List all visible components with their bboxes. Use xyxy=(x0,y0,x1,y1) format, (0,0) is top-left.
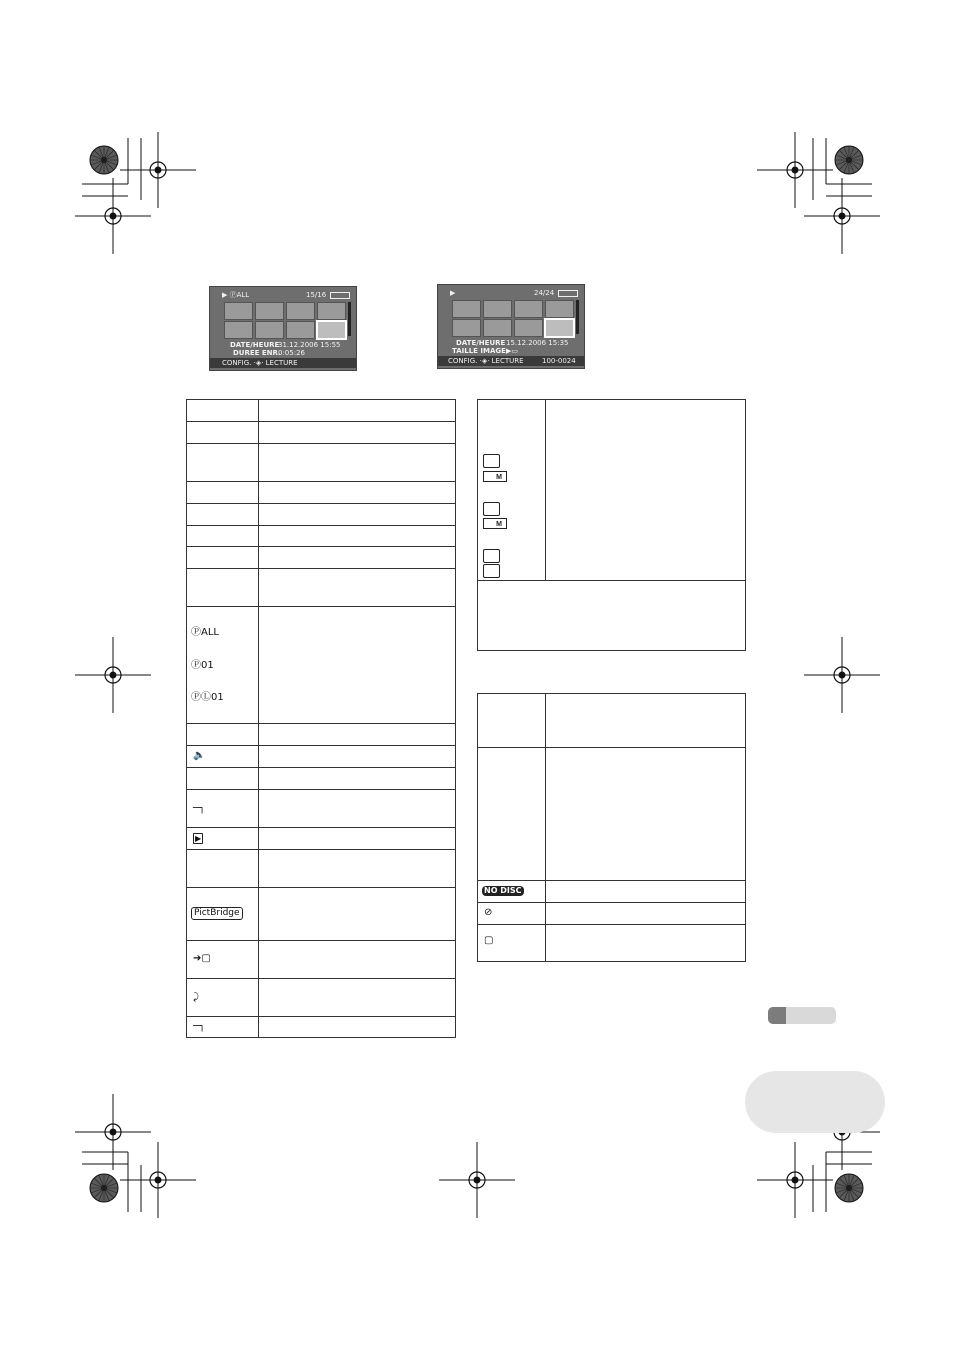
duration-value: 0:05:26 xyxy=(278,349,305,357)
registration-mark-mid-right xyxy=(804,637,880,713)
table-cell xyxy=(478,694,546,748)
photo-thumbnail-screen xyxy=(437,284,585,369)
square-icon xyxy=(483,454,500,468)
thumbnail xyxy=(483,300,512,318)
registration-mark-bottom-right-b xyxy=(757,1142,833,1218)
table-cell xyxy=(187,504,259,526)
m-size-icon: M xyxy=(483,471,507,482)
table-cell xyxy=(545,400,745,581)
table-cell xyxy=(258,768,455,790)
thumbnail xyxy=(317,302,346,320)
battery-icon xyxy=(330,292,350,299)
square-icon xyxy=(483,549,500,563)
screen-footer: CONFIG. ·◈· LECTURE xyxy=(448,357,524,365)
curl-icon: ⤸ xyxy=(193,992,199,1003)
table-cell xyxy=(258,828,455,850)
thumbnail xyxy=(255,302,284,320)
table-cell xyxy=(478,581,746,651)
registration-mark-top-left-a xyxy=(120,132,196,208)
battery-icon xyxy=(558,290,578,297)
card-warning-icon: ▢ xyxy=(484,935,494,946)
disc-dirty-cell xyxy=(478,903,546,925)
table-cell xyxy=(545,903,745,925)
table-cell xyxy=(258,444,455,482)
table-cell xyxy=(258,422,455,444)
table-cell xyxy=(258,607,455,724)
screen-mode-indicator: ▶ ⓅALL xyxy=(222,291,250,299)
table-cell xyxy=(187,547,259,569)
speaker-icon: 🔈 xyxy=(193,750,206,761)
registration-mark-mid-left xyxy=(75,637,151,713)
screen-mode-indicator: ▶ xyxy=(450,289,456,297)
duration-label: DUREE ENR. xyxy=(233,349,281,357)
key2-cell xyxy=(187,1017,259,1038)
play-tile-cell xyxy=(187,828,259,850)
registration-mark-top-right-b xyxy=(804,178,880,254)
table-cell xyxy=(187,850,259,888)
table-cell xyxy=(258,850,455,888)
table-cell xyxy=(187,569,259,607)
pictbridge-cell xyxy=(187,888,259,941)
thumbnail xyxy=(452,300,481,318)
curl-cell xyxy=(187,979,259,1017)
registration-mark-bottom-center xyxy=(439,1142,515,1218)
pictbridge-icon: PictBridge xyxy=(191,907,243,920)
video-thumbnail-screen xyxy=(209,286,357,371)
card-warn-cell xyxy=(478,925,546,962)
color-target-top-left xyxy=(90,146,118,174)
thumbnail-selected xyxy=(316,320,347,340)
thumbnail xyxy=(224,302,253,320)
left-icon-table xyxy=(186,399,456,1038)
playlist-icons-cell xyxy=(187,607,259,724)
table-cell xyxy=(545,748,745,881)
table-cell xyxy=(187,422,259,444)
registration-mark-top-right-a xyxy=(757,132,833,208)
table-cell xyxy=(187,444,259,482)
scroll-bar xyxy=(348,302,351,336)
table-cell xyxy=(187,400,259,422)
square-icon xyxy=(483,502,500,516)
table-cell xyxy=(187,724,259,746)
thumbnail xyxy=(545,300,574,318)
table-cell xyxy=(258,400,455,422)
table-cell xyxy=(545,694,745,748)
key-icon: ─┐ xyxy=(193,1021,206,1032)
date-value: 31.12.2006 15:55 xyxy=(278,341,341,349)
table-cell xyxy=(545,925,745,962)
scroll-bar xyxy=(576,300,579,334)
size-label: TAILLE IMAGE xyxy=(452,347,506,355)
table-cell xyxy=(258,1017,455,1038)
thumbnail xyxy=(514,319,543,337)
color-target-bottom-right xyxy=(835,1174,863,1202)
m-size-icon: M xyxy=(483,518,507,529)
dirty-disc-icon: ⊘ xyxy=(484,907,493,918)
no-disc-icon: NO DISC xyxy=(484,886,522,895)
table-cell xyxy=(258,746,455,768)
table-cell xyxy=(478,748,546,881)
card-in-cell xyxy=(187,941,259,979)
thumbnail xyxy=(286,321,315,339)
speaker-cell xyxy=(187,746,259,768)
table-cell xyxy=(258,547,455,569)
color-target-bottom-left xyxy=(90,1174,118,1202)
screen-footer: CONFIG. ·◈· LECTURE xyxy=(222,359,298,367)
right-top-table xyxy=(477,399,746,651)
screen-counter: 15/16 xyxy=(306,291,327,299)
table-cell xyxy=(258,569,455,607)
table-cell xyxy=(258,526,455,547)
key-cell xyxy=(187,790,259,828)
registration-mark-bottom-left-a xyxy=(75,1094,151,1170)
square-icon xyxy=(483,564,500,578)
page-number-badge xyxy=(745,1071,885,1133)
table-cell xyxy=(545,881,745,903)
table-cell xyxy=(187,526,259,547)
nodisc-cell xyxy=(478,881,546,903)
quality-icons-cell xyxy=(478,400,546,581)
screen-counter: 24/24 xyxy=(534,289,555,297)
table-cell xyxy=(258,504,455,526)
pl-01-icon: ⓅⓁ01 xyxy=(191,692,224,703)
section-tab-marker xyxy=(768,1007,786,1024)
registration-mark-bottom-left-b xyxy=(120,1142,196,1218)
thumbnail xyxy=(255,321,284,339)
table-cell xyxy=(258,790,455,828)
table-cell xyxy=(258,979,455,1017)
thumbnail xyxy=(514,300,543,318)
thumbnail-selected xyxy=(544,318,575,338)
p-01-icon: Ⓟ01 xyxy=(191,660,214,671)
p-all-icon: ⓅALL xyxy=(191,627,219,638)
folder-number: 100-0024 xyxy=(542,357,576,365)
table-cell xyxy=(258,888,455,941)
table-cell xyxy=(187,482,259,504)
right-bottom-table xyxy=(477,693,746,962)
thumbnail xyxy=(286,302,315,320)
key-icon: ─┐ xyxy=(193,803,206,814)
date-label: DATE/HEURE xyxy=(456,339,506,347)
date-label: DATE/HEURE xyxy=(230,341,280,349)
card-insert-icon: ➔▢ xyxy=(193,953,211,964)
table-cell xyxy=(187,768,259,790)
thumbnail xyxy=(452,319,481,337)
thumbnail xyxy=(224,321,253,339)
color-target-top-right xyxy=(835,146,863,174)
thumbnail xyxy=(483,319,512,337)
table-cell xyxy=(258,941,455,979)
play-tile-icon: ▶ xyxy=(195,834,202,843)
date-value: 15.12.2006 15:35 xyxy=(506,339,569,347)
registration-mark-top-left-b xyxy=(75,178,151,254)
size-value: ▶▭ xyxy=(506,347,518,355)
table-cell xyxy=(258,482,455,504)
table-cell xyxy=(258,724,455,746)
